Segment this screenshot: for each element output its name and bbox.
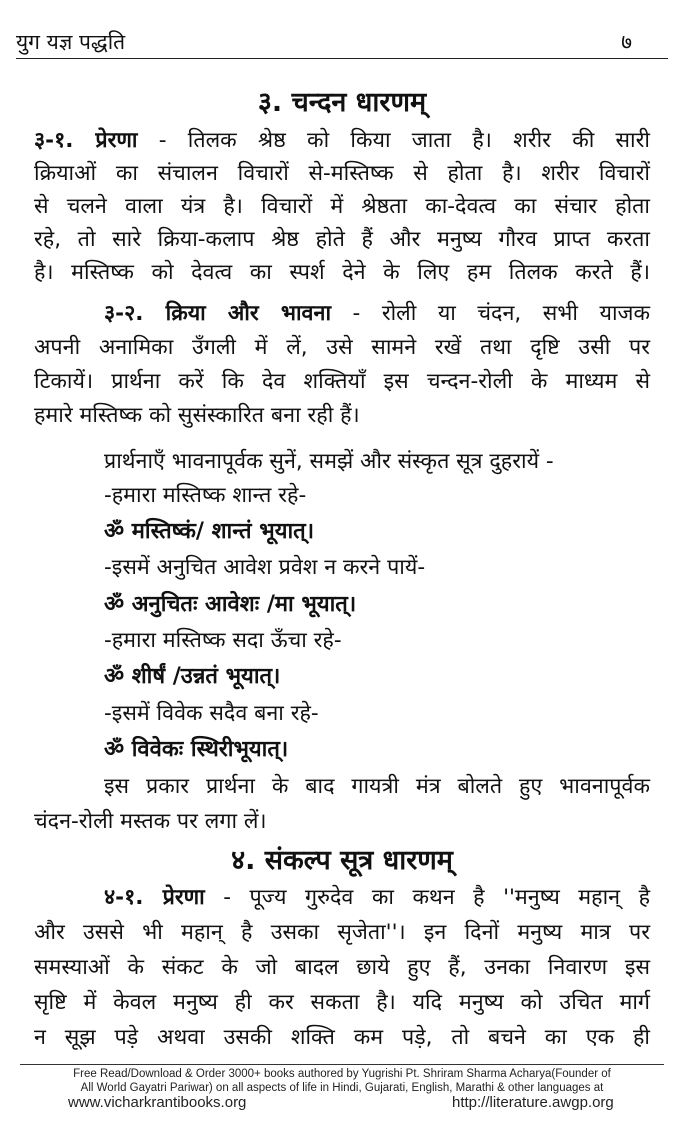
paragraph-line: रहे, तो सारे क्रिया-कलाप श्रेष्ठ होते हैं और मनुष्य गौरव प्राप्त करता: [34, 227, 650, 252]
para-4-1-label: ४-१. प्रेरणा: [104, 885, 205, 910]
paragraph-line: से चलने वाला यंत्र है। विचारों में श्रेष्ठता का-देवत्व का संचार होता: [34, 194, 650, 219]
book-title: युग यज्ञ पद्धति: [16, 30, 126, 54]
paragraph-line: ३-२. क्रिया और भावना - रोली या चंदन, सभी याजक: [104, 301, 650, 326]
prayer-meaning: -इसमें अनुचित आवेश प्रवेश न करने पायें-: [104, 555, 426, 580]
footer-link-awgp[interactable]: http://literature.awgp.org: [452, 1094, 614, 1111]
prayer-mantra: ॐ विवेकः स्थिरीभूयात्।: [104, 737, 289, 762]
prayer-mantra: ॐ मस्तिष्कं/ शान्तं भूयात्।: [104, 519, 315, 544]
prayer-meaning: -हमारा मस्तिष्क शान्त रहे-: [104, 483, 307, 508]
section-3-heading: ३. चन्दन धारणम्: [257, 87, 427, 118]
paragraph-line: ३-१. प्रेरणा - तिलक श्रेष्ठ को किया जाता है। शरीर की सारी: [34, 128, 650, 153]
paragraph-line: न सूझ पड़े अथवा उसकी शक्ति कम पड़े, तो बचने का एक ही: [34, 1025, 650, 1050]
paragraph-line: ४-१. प्रेरणा - पूज्य गुरुदेव का कथन है ''मनुष्य महान् है: [104, 885, 651, 910]
paragraph-line: और उससे भी महान् है उसका सृजेता''। इन दिनों मनुष्य मात्र पर: [34, 920, 650, 945]
prayer-meaning: -इसमें विवेक सदैव बना रहे-: [104, 701, 319, 726]
paragraph-line: क्रियाओं का संचालन विचारों से-मस्तिष्क से होता है। शरीर विचारों: [34, 161, 650, 186]
section-4-heading: ४. संकल्प सूत्र धारणम्: [231, 845, 453, 876]
paragraph-line: समस्याओं के संकट के जो बादल छाये हुए हैं, उनका निवारण इस: [34, 955, 650, 980]
paragraph-line: टिकायें। प्रार्थना करें कि देव शक्तियाँ इस चन्दन-रोली के माध्यम से: [34, 369, 650, 394]
footer-divider: [20, 1064, 664, 1065]
running-header: [16, 22, 668, 59]
footer-note: All World Gayatri Pariwar) on all aspects of life in Hindi, Gujarati, English, Marathi & other languages at: [80, 1082, 604, 1094]
page-number: ७: [621, 30, 632, 54]
prayer-mantra: ॐ शीर्षं /उन्नतं भूयात्।: [104, 664, 281, 689]
paragraph-line: अपनी अनामिका उँगली में लें, उसे सामने रखें तथा दृष्टि उसी पर: [34, 335, 650, 360]
paragraph-line: है। मस्तिष्क को देवत्व का स्पर्श देने के लिए हम तिलक करते हैं।: [34, 260, 650, 285]
footer-note: Free Read/Download & Order 3000+ books authored by Yugrishi Pt. Shriram Sharma Acharya(Founder of: [73, 1068, 611, 1080]
para-3-1-label: ३-१. प्रेरणा: [34, 128, 138, 153]
paragraph-line: चंदन-रोली मस्तक पर लगा लें।: [34, 809, 267, 834]
prayer-meaning: -हमारा मस्तिष्क सदा ऊँचा रहे-: [104, 628, 342, 653]
paragraph-line: सृष्टि में केवल मनुष्य ही कर सकता है। यदि मनुष्य को उचित मार्ग: [34, 990, 650, 1015]
prayer-instruction: प्रार्थनाएँ भावनापूर्वक सुनें, समझें और संस्कृत सूत्र दुहरायें -: [104, 449, 554, 474]
paragraph-line: इस प्रकार प्रार्थना के बाद गायत्री मंत्र बोलते हुए भावनापूर्वक: [104, 774, 650, 799]
prayer-mantra: ॐ अनुचितः आवेशः /मा भूयात्।: [104, 592, 357, 617]
footer-link-vicharkranti[interactable]: www.vicharkrantibooks.org: [68, 1094, 247, 1111]
para-3-2-label: ३-२. क्रिया और भावना: [104, 301, 332, 326]
paragraph-line: हमारे मस्तिष्क को सुसंस्कारित बना रही हैं।: [34, 403, 360, 428]
